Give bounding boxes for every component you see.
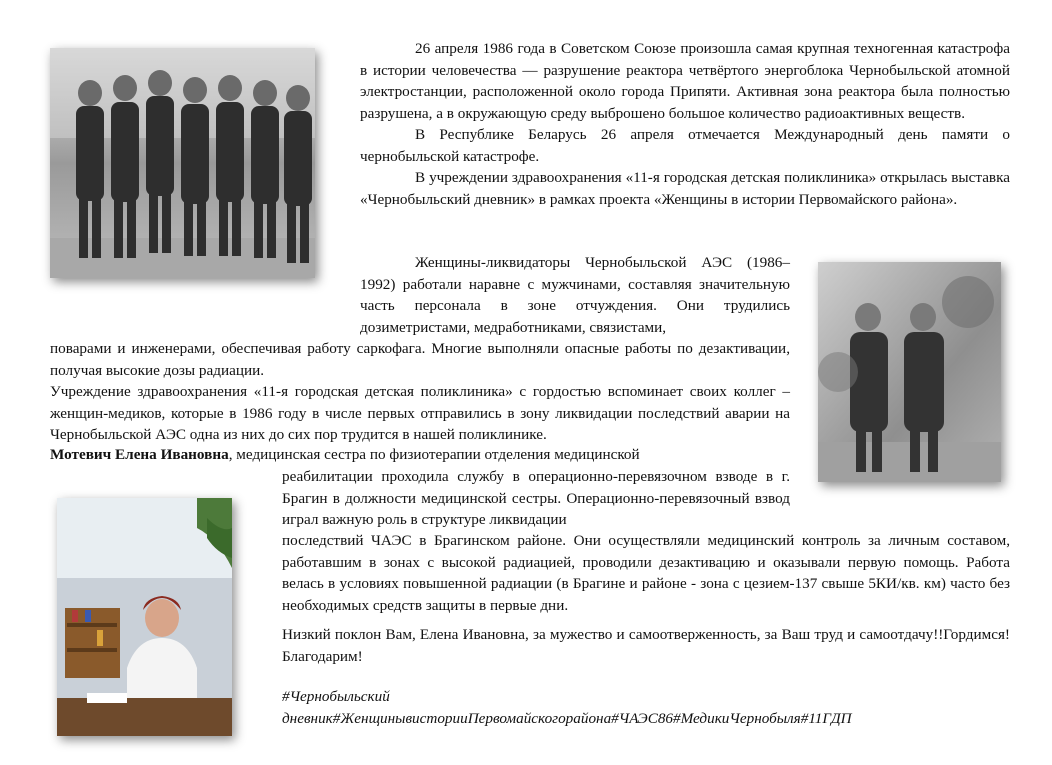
paragraph-liquidators-b: поварами и инженерами, обеспечивая работу саркофага. Многие выполняли опасные работы по дезактивации, получая высокие дозы радиации. [50, 340, 790, 379]
person-name: Мотевич Елена Ивановна [50, 446, 229, 463]
name-line [50, 444, 790, 466]
hashtags-line-2: дневник#ЖенщинывисторииПервомайскогорайона#ЧАЭС86#МедикиЧернобыля#11ГДП [282, 709, 852, 727]
liquidators-text-narrow [360, 252, 790, 338]
name-line-rest: , медицинская сестра по физиотерапии отделения медицинской [228, 446, 640, 463]
gratitude-text [282, 624, 1010, 667]
biography-text-wide [282, 530, 1010, 616]
paragraph-gratitude: Низкий поклон Вам, Елена Ивановна, за мужество и самоотверженность, за Ваш труд и самоотдачу!!Гордимся! Благодарим! [282, 626, 1010, 665]
photo-two-women-uniform [818, 262, 1001, 482]
paragraph-exhibition: В учреждении здравоохранения «11-я городская детская поликлиника» открылась выставка «Чернобыльский дневник» в рамках проекта «Женщины в истории Первомайского района». [360, 169, 1010, 208]
paragraph-biography-b: реабилитации проходила службу в операционно-перевязочном взводе в г. Брагин в должности медицинской сестры. Операционно-перевязочный взвод играл важную роль в структуре ликвидации [282, 468, 790, 528]
biography-text-narrow [282, 466, 790, 531]
paragraph-colleagues: Учреждение здравоохранения «11-я городская детская поликлиника» с гордостью вспоминает своих коллег – женщин-медиков, которые в 1986 году в числе первых отправились в зону ликвидации последствий аварии на Чернобыльской АЭС одна из них до сих пор трудится в нашей поликлинике. [50, 383, 790, 443]
liquidators-text-wide [50, 338, 790, 446]
hashtags [282, 686, 1010, 729]
paragraph-liquidators-a: Женщины-ликвидаторы Чернобыльской АЭС (1986–1992) работали наравне с мужчинами, составляя значительную часть персонала в зоне отчуждения. Они трудились дозиметристами, медработниками, связистами, [360, 254, 790, 336]
paragraph-memorial-day: В Республике Беларусь 26 апреля отмечается Международный день памяти о чернобыльской катастрофе. [360, 126, 1010, 165]
group-photo-women-uniform [50, 48, 315, 278]
hashtags-line-1: #Чернобыльский [282, 688, 390, 705]
intro-text-block [360, 38, 1010, 210]
paragraph-catastrophe: 26 апреля 1986 года в Советском Союзе произошла самая крупная техногенная катастрофа в истории человечества — разрушение реактора четвёртого энергоблока Чернобыльской атомной электростанции, расположенной около города Припяти. Активная зона реактора была полностью разрушена, а в окружающую среду выброшено большое количество радиоактивных веществ. [360, 40, 1010, 122]
paragraph-biography-c: последствий ЧАЭС в Брагинском районе. Они осуществляли медицинский контроль за личным составом, работавшим в зонах с высокой радиацией, проводили дезактивацию и оказывали первую помощь. Работа велась в условиях повышенной радиации (в Брагине и районе - зона с цезием-137 свыше 5КИ/кв. км) часто без необходимых средств защиты в первые дни. [282, 532, 1010, 614]
photo-woman-white-coat [57, 498, 232, 736]
